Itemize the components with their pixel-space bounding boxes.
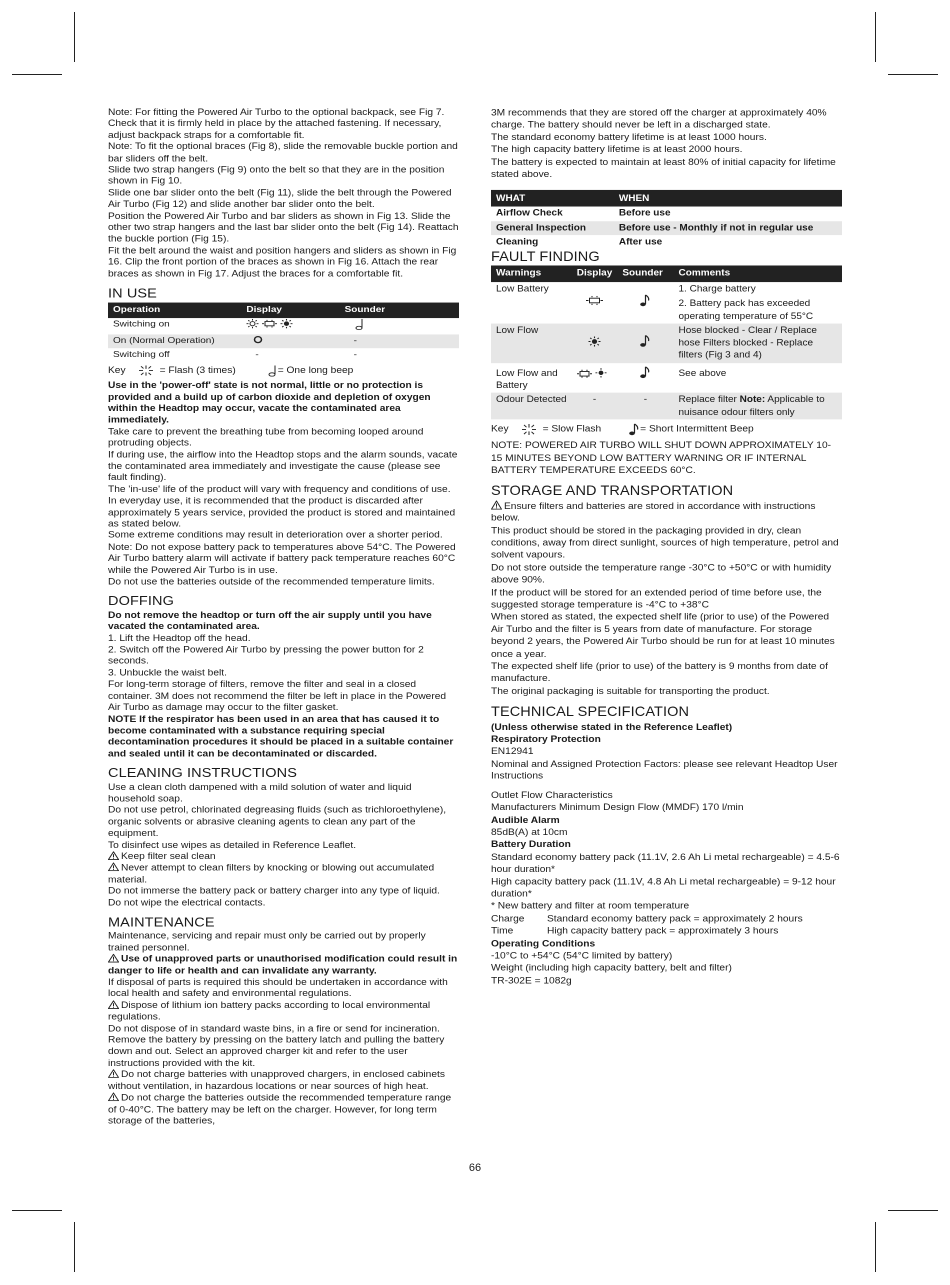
display-icons — [246, 319, 293, 328]
display-cell — [572, 363, 618, 393]
display-cell — [572, 282, 618, 324]
sounder-cell — [617, 363, 673, 393]
key-legend — [108, 365, 459, 377]
power-off-warning: Use in the 'power-off' state is not normal, little or no protection is provided and a build up of carbon dioxide and depletion of oxygen within the Headtop may occur, vacate the contaminated area immediately. — [108, 381, 431, 426]
paragraph: Do not wipe the electrical contacts. — [108, 898, 266, 908]
table-header: Display — [572, 266, 618, 283]
intro-paragraph: Note: For fitting the Powered Air Turbo to the optional backpack, see Fig 7. Check that it is firmly held in place by the attached fastening. If necessary, adjust backpack straps for a comfortable fit. — [108, 107, 445, 141]
paragraph: 3. Unbuckle the waist belt. — [108, 668, 227, 679]
intro-section — [108, 107, 459, 280]
spec-line: Weight (including high capacity battery, belt and filter) — [491, 963, 732, 974]
warning-text: Dispose of lithium ion battery packs according to local environmental regulations. — [108, 1001, 431, 1023]
table-header: Warnings — [491, 266, 572, 283]
warning-text: Never attempt to clean filters by knocking or blowing out accumulated material. — [108, 863, 435, 885]
warning-text: Ensure filters and batteries are stored in accordance with instructions below. — [491, 501, 816, 524]
intro-paragraph: Position the Powered Air Turbo and bar sliders as shown in Fig 13. Slide the other two strap hangers and the last bar slider onto the belt (Fig 14). Reattach the buckle portion (Fig 15). — [108, 211, 459, 245]
when-cell: After use — [618, 237, 663, 248]
paragraph: Do not immerse the battery pack or battery charger into any type of liquid. — [108, 886, 440, 897]
table-row — [491, 235, 842, 249]
warning-triangle-icon — [108, 1000, 119, 1009]
decontamination-note: NOTE If the respirator has been used in an area that has caused it to become contaminated with a substance requiring special decontamination procedures it should be placed in a suitable container and sealed until it can be decontaminated or discarded. — [108, 714, 454, 759]
operation-cell: Switching off — [113, 350, 170, 360]
paragraph: The standard economy battery lifetime is at least 1000 hours. — [491, 132, 767, 143]
paragraph: 2. Switch off the Powered Air Turbo by pressing the power button for 2 seconds. — [108, 645, 424, 667]
display-cell: - — [255, 350, 259, 360]
spec-line: Standard economy battery pack = approximately 2 hours — [547, 913, 803, 925]
warning-cell: Low Flow — [491, 324, 572, 363]
warning-text: Do not charge batteries with unapproved chargers, in enclosed cabinets without ventilation, in hazardous locations or near sources of high heat. — [108, 1070, 445, 1092]
sun-filled-icon — [280, 319, 293, 328]
spec-line: Standard economy battery pack (11.1V, 2.6 Ah Li metal rechargeable) = 4.5-6 hour duration* — [491, 852, 840, 875]
warning-cell: Odour Detected — [491, 393, 572, 420]
crop-mark — [74, 12, 75, 62]
paragraph: To disinfect use wipes as detailed in Reference Leaflet. — [108, 840, 357, 851]
in-use-table — [108, 302, 459, 362]
spec-line: High capacity battery pack (11.1V, 4.8 Ah Li metal rechargeable) = 9-12 hour duration* — [491, 876, 836, 900]
table-row — [108, 334, 459, 348]
slow-flash-icon — [262, 320, 277, 328]
storage-heading: STORAGE AND TRANSPORTATION — [491, 484, 734, 499]
ring-icon — [253, 335, 263, 344]
when-cell: Before use - Monthly if not in regular use — [614, 221, 842, 235]
crop-mark — [74, 1222, 75, 1272]
what-cell: Cleaning — [496, 237, 539, 248]
warning-line — [108, 1000, 459, 1023]
warning-line — [108, 954, 459, 977]
comments-cell — [674, 393, 843, 420]
page-number: 66 — [468, 1162, 482, 1174]
warning-cell: Low Flow and Battery — [496, 368, 558, 391]
sounder-cell — [617, 324, 673, 363]
warning-line — [491, 500, 842, 525]
tech-spec-heading: TECHNICAL SPECIFICATION — [491, 705, 690, 721]
warning-triangle-icon — [108, 851, 119, 860]
intro-paragraph: Note: To fit the optional braces (Fig 8), slide the removable buckle portion and bar sliders off the belt. — [108, 142, 458, 164]
display-cell — [241, 334, 339, 348]
short-beep-icon — [629, 423, 639, 436]
sounder-cell — [617, 282, 673, 324]
sun-filled-icon — [588, 336, 601, 346]
table-row — [491, 324, 842, 363]
warning-line — [108, 1093, 459, 1128]
fault-key-legend — [491, 423, 842, 436]
spec-line: 85dB(A) at 10cm — [491, 827, 568, 838]
sun-outline-icon — [246, 319, 259, 328]
paragraph: Do not use petrol, chlorinated degreasing fluids (such as trichloroethylene), organic solvents or abrasive cleaning agents to clean any part of the equipment. — [108, 805, 447, 839]
key-flash-text: = Flash (3 times) — [159, 366, 236, 376]
table-header-row — [491, 190, 842, 207]
warning-triangle-icon — [108, 1093, 119, 1102]
paragraph: Do not use the batteries outside of the recommended temperature limits. — [108, 577, 435, 587]
table-header: Display — [241, 302, 339, 318]
key-slow-text: = Slow Flash — [542, 424, 602, 435]
paragraph: If the product will be stored for an extended period of time before use, the suggested storage temperature is -4°C to +38°C — [491, 587, 822, 611]
warning-triangle-icon — [108, 863, 119, 872]
table-row — [491, 221, 842, 235]
fault-finding-heading: FAULT FINDING — [491, 249, 600, 265]
slow-flash-icon — [586, 296, 603, 305]
paragraph: Note: Do not expose battery pack to temperatures above 54°C. The Powered Air Turbo battery alarm will activate if battery pack temperature reaches 60°C while the Powered Air Turbo is in use. — [108, 542, 456, 576]
long-beep-icon — [355, 318, 364, 329]
paragraph: Some extreme conditions may result in deterioration over a shorter period. — [108, 531, 443, 541]
sounder-cell: - — [353, 350, 357, 360]
paragraph: This product should be stored in the packaging provided in dry, clean conditions, away from direct sunlight, sources of high temperature, petrol and solvent vapours. — [491, 525, 839, 561]
when-cell: Before use — [618, 208, 671, 219]
warning-text: Do not charge the batteries outside the recommended temperature range of 0-40°C. The battery may be left on the charger. However, for long term storage of the batteries, — [108, 1093, 452, 1127]
paragraph: If disposal of parts is required this should be undertaken in accordance with local health and safety and environmental regulations. — [108, 977, 448, 1000]
crop-mark — [12, 1210, 62, 1211]
charge-time-label: Charge Time — [491, 913, 525, 937]
check-table — [491, 190, 842, 249]
short-beep-icon — [640, 294, 650, 307]
spec-line: -10°C to +54°C (54°C limited by battery) — [491, 951, 673, 962]
table-header: WHAT — [491, 190, 614, 207]
doffing-warning: Do not remove the headtop or turn off the air supply until you have vacated the contaminated area. — [108, 610, 432, 632]
intro-paragraph: Slide one bar slider onto the belt (Fig 11), slide the belt through the Powered Air Turbo (Fig 12) and slide another bar slider onto the belt. — [108, 188, 452, 210]
comments-cell: Hose blocked - Clear / Replace hose Filters blocked - Replace filters (Fig 3 and 4) — [674, 324, 843, 363]
table-row — [491, 207, 842, 221]
paragraph: The 'in-use' life of the product will vary with frequency and conditions of use. — [108, 485, 451, 495]
warning-text: Keep filter seal clean — [121, 852, 216, 862]
what-cell: General Inspection — [491, 221, 614, 235]
table-header: Comments — [674, 266, 843, 283]
crop-mark — [875, 12, 876, 62]
key-beep-text: = Short Intermittent Beep — [640, 424, 754, 435]
table-header-row — [491, 266, 842, 283]
spec-title: Operating Conditions — [491, 938, 596, 949]
charge-time-values — [547, 913, 803, 938]
spec-title: Battery Duration — [491, 839, 571, 850]
charge-time — [491, 913, 842, 938]
slow-flash-burst-icon — [521, 424, 537, 435]
paragraph: The high capacity battery lifetime is at least 2000 hours. — [491, 144, 743, 156]
paragraph: The expected shelf life (prior to use) of the battery is 9 months from date of manufacture. — [491, 661, 828, 685]
comment-line: 1. Charge battery — [678, 283, 756, 295]
crop-mark — [888, 74, 938, 75]
long-beep-icon — [268, 365, 277, 376]
fault-table — [491, 266, 842, 420]
table-header: WHEN — [614, 190, 842, 207]
paragraph: Maintenance, servicing and repair must only be carried out by properly trained personnel. — [108, 931, 426, 953]
spec-title: Respiratory Protection — [491, 734, 601, 745]
paragraph: Use a clean cloth dampened with a mild solution of water and liquid household soap. — [108, 782, 412, 804]
table-row — [491, 282, 842, 324]
table-row — [491, 363, 842, 393]
paragraph: Remove the battery by pressing on the battery latch and pulling the battery down and out. Select an approved charger kit and refer to the user instructions provided with the kit. — [108, 1035, 445, 1069]
sounder-cell — [340, 318, 459, 335]
paragraph: In everyday use, it is recommended that the product is discarded after approximately 5 years service, provided the product is stored and maintained as stated below. — [108, 496, 456, 530]
paragraph: Do not store outside the temperature range -30°C to +50°C or with humidity above 90%. — [491, 562, 832, 586]
warning-line — [108, 851, 459, 863]
table-header-row — [108, 302, 459, 318]
spec-line: Nominal and Assigned Protection Factors: please see relevant Headtop User Instructions — [491, 759, 838, 782]
paragraph: When stored as stated, the expected shelf life (prior to use) of the Powered Air Turbo and the filter is 5 years from date of manufacture. For storage beyond 2 years, the Powered Air Turbo should be run for at least 10 minutes once a year. — [491, 612, 835, 660]
warning-triangle-icon — [491, 500, 502, 509]
table-header: Sounder — [340, 302, 459, 318]
spec-line: TR-302E = 1082g — [491, 975, 572, 986]
paragraph: If during use, the airflow into the Headtop stops and the alarm sounds, vacate the contaminated area immediately and investigate the cause (please see fault finding). — [108, 450, 458, 483]
comment-text: Applicable to nuisance odour filters only — [678, 394, 825, 418]
intro-paragraph: Slide two strap hangers (Fig 9) onto the belt so that they are in the position shown in Fig 10. — [108, 165, 445, 187]
comments-cell — [674, 282, 843, 324]
table-header: Operation — [108, 302, 241, 318]
spec-title: Audible Alarm — [491, 815, 560, 826]
cleaning-heading: CLEANING INSTRUCTIONS — [108, 767, 298, 781]
flash-icon — [138, 366, 154, 376]
short-beep-icon — [640, 365, 650, 378]
doffing-heading: DOFFING — [108, 594, 174, 609]
warning-triangle-icon — [108, 1070, 119, 1079]
short-beep-icon — [640, 335, 650, 348]
paragraph: Take care to prevent the breathing tube from becoming looped around protruding objects. — [108, 427, 424, 449]
table-row — [491, 393, 842, 420]
key-beep-text: = One long beep — [277, 366, 354, 376]
spec-line: * New battery and filter at room temperature — [491, 901, 690, 912]
spec-line: High capacity battery pack = approximately 3 hours — [547, 926, 779, 937]
in-use-heading: IN USE — [108, 287, 157, 301]
spec-line: Manufacturers Minimum Design Flow (MMDF) 170 l/min — [491, 802, 744, 813]
comment-line: 2. Battery pack has exceeded operating temperature of 55°C — [678, 299, 814, 322]
paragraph: 1. Lift the Headtop off the head. — [108, 633, 251, 644]
paragraph: The original packaging is suitable for transporting the product. — [491, 686, 770, 697]
slow-flash-icon — [577, 369, 592, 377]
crop-mark — [12, 74, 62, 75]
warning-line — [108, 863, 459, 886]
sounder-cell: - — [617, 393, 673, 420]
crop-mark — [875, 1222, 876, 1272]
shutdown-note: NOTE: POWERED AIR TURBO WILL SHUT DOWN APPROXIMATELY 10-15 MINUTES BEYOND LOW BATTERY WARNING OR IF INTERNAL BATTERY TEMPERATURE EXCEEDS 60°C. — [491, 440, 832, 476]
warning-cell: Low Battery — [496, 283, 549, 295]
intro-paragraph: Fit the belt around the waist and position hangers and sliders as shown in Fig 16. Clip the front portion of the braces as shown in Fig 16. Attach the rear braces as shown in Fig 17. Adjust the braces for a comfortable fit. — [108, 246, 457, 280]
key-label: Key — [108, 366, 126, 376]
comment-text: Replace filter — [678, 394, 740, 405]
spec-title: Outlet Flow Characteristics — [491, 790, 613, 801]
table-header: Sounder — [617, 266, 673, 283]
warning-text: Use of unapproved parts or unauthorised modification could result in danger to life or health and can invalidate any warranty. — [108, 954, 458, 976]
paragraph: For long-term storage of filters, remove the filter and seal in a closed container. 3M does not recommend the filter be left in place in the Powered Air Turbo as damage may occur to the filter gasket. — [108, 680, 447, 713]
sounder-cell: - — [340, 334, 459, 348]
paragraph: Do not dispose of in standard waste bins, in a fire or send for incineration. — [108, 1024, 440, 1034]
paragraph: 3M recommends that they are stored off the charger at approximately 40% charge. The battery should never be left in a discharged state. — [491, 107, 827, 131]
operation-cell: On (Normal Operation) — [108, 334, 241, 348]
table-row — [108, 348, 459, 361]
tech-spec-subheading: (Unless otherwise stated in the Reference Leaflet) — [491, 722, 733, 733]
comments-cell: See above — [678, 368, 727, 379]
display-cell: - — [572, 393, 618, 420]
warning-line — [108, 1070, 459, 1093]
left-column — [108, 107, 459, 1127]
maintenance-heading: MAINTENANCE — [108, 915, 215, 930]
crop-mark — [888, 1210, 938, 1211]
key-label: Key — [491, 424, 509, 435]
warning-triangle-icon — [108, 954, 119, 963]
sun-filled-icon — [595, 367, 607, 377]
comment-bold: Note: — [739, 394, 766, 405]
display-cell — [241, 318, 339, 335]
operation-cell: Switching on — [113, 319, 170, 329]
what-cell: Airflow Check — [496, 208, 563, 219]
display-cell — [572, 324, 618, 363]
spec-line: EN12941 — [491, 746, 534, 758]
right-column — [491, 107, 842, 987]
table-row — [108, 318, 459, 335]
paragraph: The battery is expected to maintain at least 80% of initial capacity for lifetime stated above. — [491, 157, 836, 180]
